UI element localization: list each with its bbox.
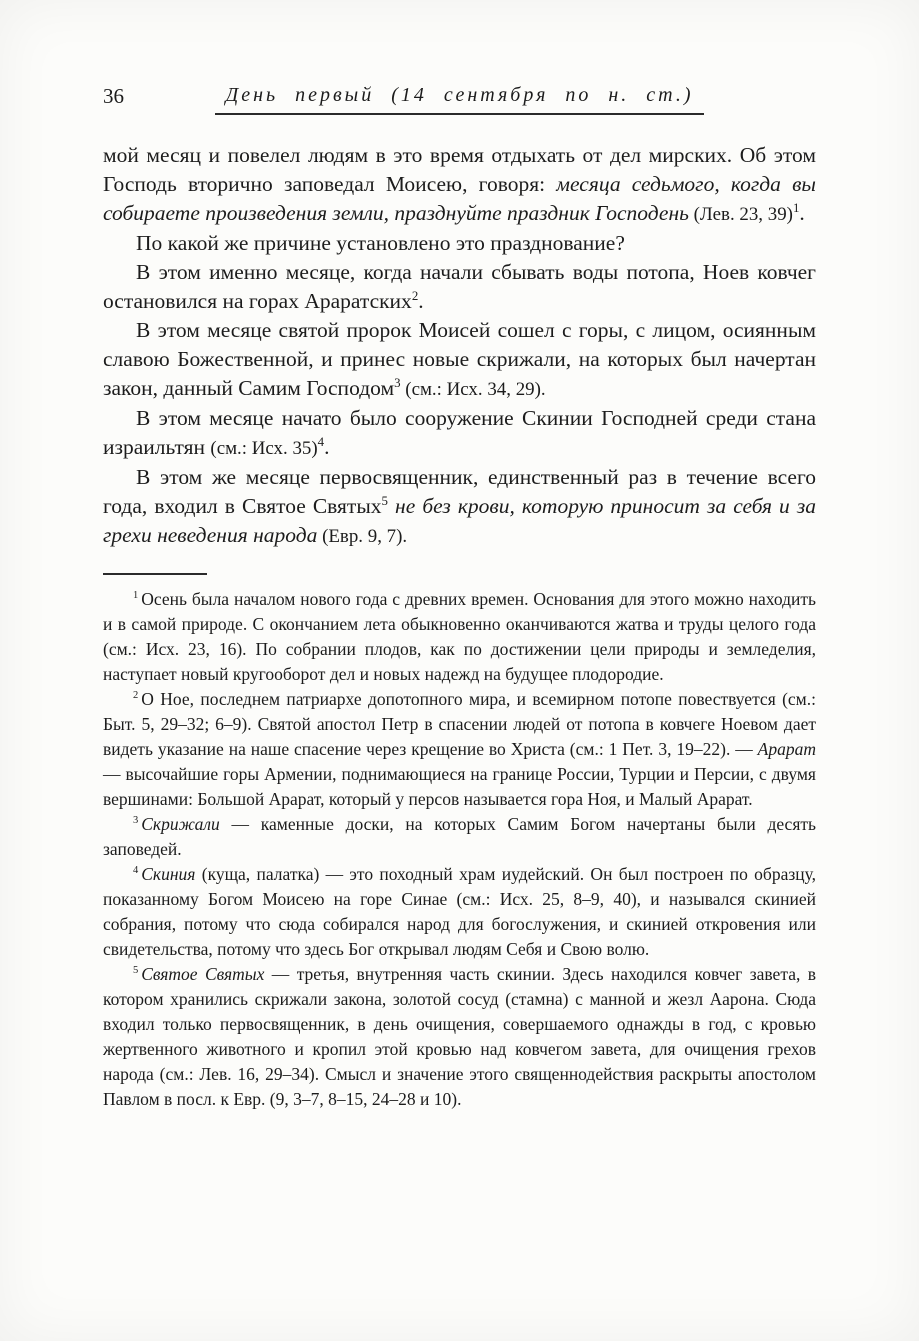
paragraph <box>103 258 816 316</box>
footnote <box>103 812 816 862</box>
paragraph <box>103 141 816 229</box>
text-segment: (см.: Исх. 35) <box>210 438 318 459</box>
text-segment: Скрижали <box>141 814 220 834</box>
body-paragraphs <box>103 141 816 551</box>
footnote-marker: 1 <box>133 590 139 602</box>
text-segment: (куща, палатка) — это походный храм иудейский. Он был построен по образцу, показанному Богом Моисею на горе Синае (см.: Исх. 25, 8–9, 40), и назывался скинией собрания, потому что сюда собирался народ для богослужения, и скинией откровения или свидетельства, потому что здесь Бог открывал людям Себя и Свою волю. <box>103 864 816 959</box>
footnote <box>103 962 816 1112</box>
text-segment: (Евр. 9, 7). <box>317 526 408 547</box>
text-segment: В этом месяце святой пророк Моисей сошел с горы, с лицом, осиянным славою Божественной, и принес новые скрижали, на которых был начертан закон, данный Самим Господом <box>103 318 816 400</box>
text-segment: — третья, внутренняя часть скинии. Здесь находился ковчег завета, в котором хранились скрижали закона, золотой сосуд (стамна) с манной и жезл Аарона. Сюда входил только первосвященник, в день очищения, совершаемого однажды в год, с кровью жертвенного животного и кропил этой кровью над ковчегом завета, для очищения грехов народа (см.: Лев. 16, 29–34). Смысл и значение этого священнодействия раскрыты апостолом Павлом в посл. к Евр. (9, 3–7, 8–15, 24–28 и 10). <box>103 964 816 1109</box>
paragraph <box>103 404 816 463</box>
text-segment: (Лев. 23, 39) <box>688 204 793 225</box>
footnote-marker: 2 <box>133 690 139 702</box>
footnote-marker: 2 <box>411 288 419 303</box>
text-segment: В этом именно месяце, когда начали сбывать воды потопа, Ноев ковчег остановился на горах Араратских <box>103 260 816 313</box>
footnote-marker: 1 <box>792 200 800 215</box>
footnote-marker: 3 <box>394 375 401 390</box>
text-segment: По какой же причине установлено это празднование? <box>136 231 625 255</box>
text-segment: . <box>418 289 424 313</box>
running-head-title: День первый (14 сентября по н. ст.) <box>215 84 703 115</box>
text-segment: — каменные доски, на которых Самим Богом начертаны были десять заповедей. <box>103 814 816 859</box>
text-segment: Святое Святых <box>141 964 265 984</box>
footnote <box>103 862 816 962</box>
text-segment: В этом же месяце первосвященник, единственный раз в течение всего года, входил в Святое Святых <box>103 465 816 518</box>
text-segment: мой месяц и повелел людям в это время отдыхать от дел мирских. Об этом Господь вторично заповедал Моисею, говоря: <box>103 143 816 196</box>
footnotes-list <box>103 587 816 1112</box>
footnote <box>103 587 816 687</box>
paragraph <box>103 463 816 551</box>
paragraph <box>103 229 816 258</box>
text-segment: . <box>324 435 330 459</box>
text-segment: Осень была началом нового года с древних времен. Основания для этого можно находить и в самой природе. С окончанием лета обыкновенно оканчиваются жатва и труды целого года (см.: Исх. 23, 16). По собрании плодов, как по достижении цели природы и земледелия, наступает новый кругооборот дел и новых надежд на будущее плодородие. <box>103 589 816 684</box>
text-segment: В этом месяце начато было сооружение Скинии Господней среди стана израильтян <box>103 406 816 459</box>
text-segment: месяца седьмого, когда вы собираете произведения земли, празднуйте праздник Господень <box>103 172 816 225</box>
footnote-marker: 3 <box>133 815 139 827</box>
text-segment: Арарат <box>757 739 816 759</box>
footnote-separator <box>103 573 207 575</box>
text-segment: Скиния <box>141 864 196 884</box>
footnote-marker: 5 <box>381 493 388 508</box>
text-segment: (см.: Исх. 34, 29). <box>400 379 546 400</box>
paragraph <box>103 316 816 404</box>
page-header <box>103 0 816 115</box>
page-number: 36 <box>103 84 124 108</box>
text-segment: . <box>799 201 805 225</box>
text-segment: не без крови, которую приносит за себя и за грехи неведения народа <box>103 494 816 547</box>
running-head <box>103 84 816 115</box>
footnote <box>103 687 816 812</box>
text-segment: — высочайшие горы Армении, поднимающиеся на границе России, Турции и Персии, с двумя вершинами: Большой Арарат, который у персов называется гора Ноя, и Малый Арарат. <box>103 764 816 809</box>
footnote-marker: 4 <box>133 865 139 877</box>
footnote-marker: 5 <box>133 965 139 977</box>
text-segment: О Ное, последнем патриархе допотопного мира, и всемирном потопе повествуется (см.: Быт. 5, 29–32; 6–9). Святой апостол Петр в спасении людей от потопа в ковчеге Ноевом дает видеть указание на наше спасение через крещение во Христа (см.: 1 Пет. 3, 19–22). — <box>103 689 816 759</box>
footnote-marker: 4 <box>317 434 325 449</box>
